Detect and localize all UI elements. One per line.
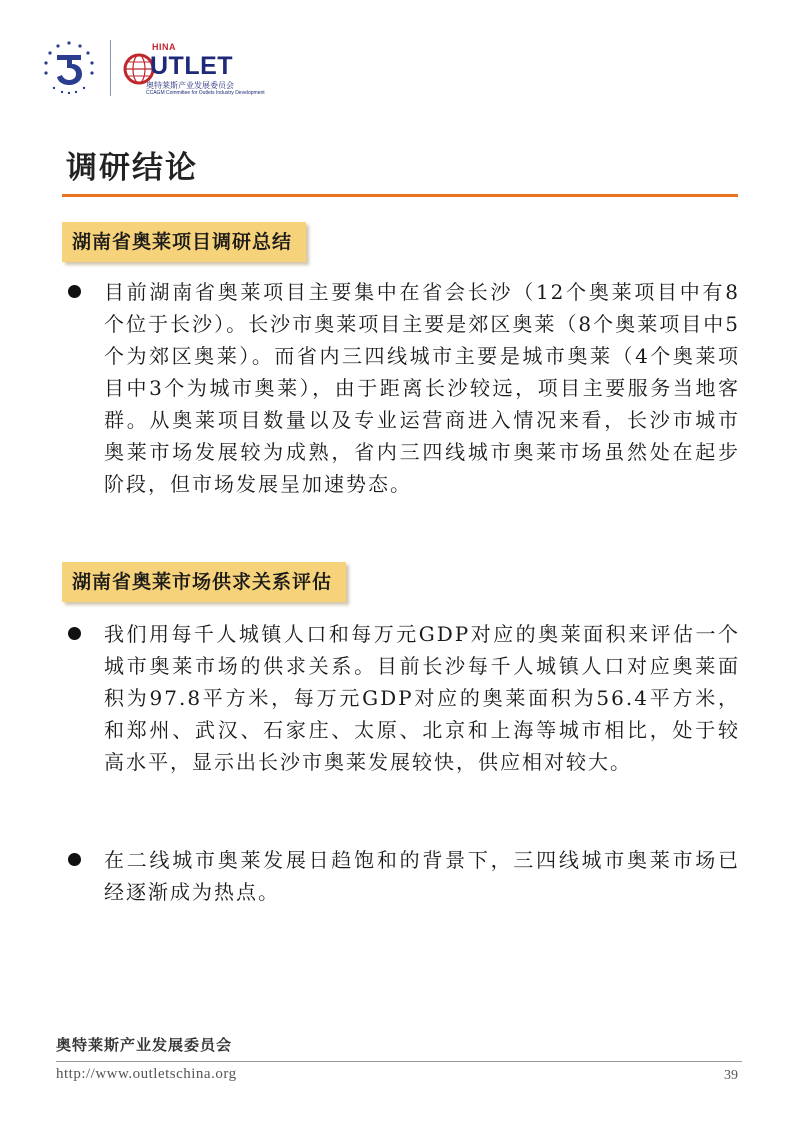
logo-hina-text: HINA — [152, 42, 176, 52]
bullet-item — [62, 276, 740, 500]
footer-divider — [56, 1061, 742, 1062]
page-title: 调研结论 — [66, 150, 198, 186]
bullet-text: 我们用每千人城镇人口和每万元GDP对应的奥莱面积来评估一个城市奥莱市场的供求关系。目前长沙每千人城镇人口对应奥莱面积为97.8平方米，每万元GDP对应的奥莱面积为56.4平方米，和郑州、武汉、石家庄、太原、北京和上海等城市相比，处于较高水平，显示出长沙市奥莱发展较快，供应相对较大。 — [104, 622, 740, 774]
header-logos — [40, 38, 300, 102]
footer-website-link[interactable]: http://www.outletschina.org — [56, 1066, 237, 1082]
logo-subtitle-en: CCAGM Committee for Outlets Industry Development — [146, 90, 265, 96]
logo-subtitle-cn: 奥特莱斯产业发展委员会 — [146, 81, 234, 90]
title-underline — [62, 194, 738, 197]
section-label-supply-demand: 湖南省奥莱市场供求关系评估 — [62, 562, 346, 602]
bullet-text: 目前湖南省奥莱项目主要集中在省会长沙（12个奥莱项目中有8个位于长沙）。长沙市奥莱项目主要是郊区奥莱（8个奥莱项目中5个为郊区奥莱）。而省内三四线城市主要是城市奥莱（4个奥莱项目中3个为城市奥莱），由于距离长沙较远，项目主要服务当地客群。从奥莱项目数量以及专业运营商进入情况来看，长沙市城市奥莱市场发展较为成熟，省内三四线城市奥莱市场虽然处在起步阶段，但市场发展呈加速势态。 — [104, 280, 740, 496]
section-label-hunan-summary: 湖南省奥莱项目调研总结 — [62, 222, 306, 262]
china-outlet-logo — [122, 42, 302, 98]
bullet-dot-icon — [68, 285, 81, 298]
bullet-item — [62, 844, 740, 908]
bullet-item — [62, 618, 740, 778]
footer-organization: 奥特莱斯产业发展委员会 — [56, 1036, 233, 1054]
bullet-text: 在二线城市奥莱发展日趋饱和的背景下，三四线城市奥莱市场已经逐渐成为热点。 — [104, 848, 740, 904]
bullet-dot-icon — [68, 853, 81, 866]
bullet-dot-icon — [68, 627, 81, 640]
header-divider — [110, 40, 111, 96]
ccagm-seal-icon — [40, 38, 98, 96]
logo-outlet-text: UTLET — [150, 52, 234, 80]
page-number: 39 — [724, 1068, 738, 1083]
